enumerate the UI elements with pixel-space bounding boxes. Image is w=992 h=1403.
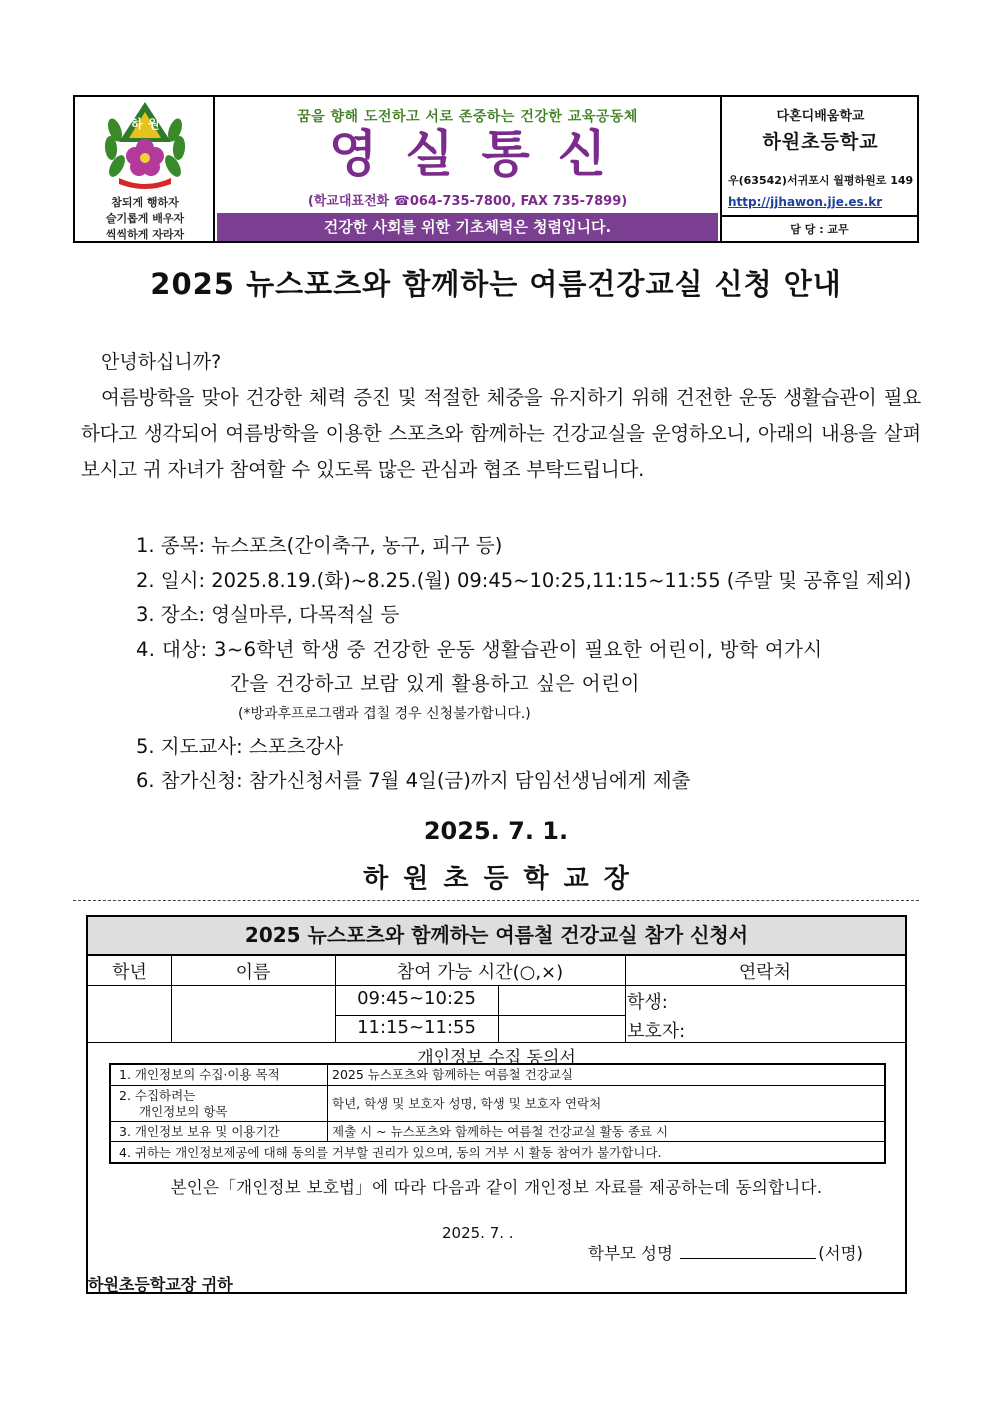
manager-label: 담 당 : 교무 [722,215,917,241]
consent-row-purpose [111,1065,884,1086]
student-contact-field[interactable]: 학생: [627,992,668,1013]
consent-label-line: 2. 수집하려는 [119,1088,196,1103]
school-info-panel [720,97,917,241]
svg-text:하: 하 [131,117,143,131]
consent-label [111,1086,328,1121]
school-logo-panel [75,97,215,241]
motto-line-1: 참되게 행하자 [111,196,179,209]
consent-value: 학년, 학생 및 보호자 성명, 학생 및 보호자 연락처 [332,1096,602,1111]
signature-suffix: (서명) [818,1244,863,1263]
slogan: 꿈을 향해 도전하고 서로 존중하는 건강한 교육공동체 [297,109,638,125]
greeting: 안녕하십니까? [101,351,222,373]
consent-label: 3. 개인정보 보유 및 이용기간 [111,1122,328,1141]
consent-table [109,1063,886,1164]
intro-paragraph: 여름방학을 맞아 건강한 체력 증진 및 적절한 체중을 유지하기 위해 건전한 운동 생활습관이 필요하다고 생각되어 여름방학을 이용한 스포츠와 함께하는 건강교실을 운영하오니, 아래의 내용을 살펴보시고 귀 자녀가 참여할 수 있도록 많은 관심과 협조 부탁드립니다. [81,386,921,481]
principal-signature: 하원초등학교장 [363,864,644,894]
info-item-teacher: 5. 지도교사: 스포츠강사 [136,735,344,758]
time-slot-2-check[interactable] [499,1016,625,1042]
guardian-contact-field[interactable]: 보호자: [627,1021,686,1042]
signature-label: 학부모 성명 [588,1244,673,1263]
time-slot-2: 11:15~11:55 [357,1017,476,1038]
school-program: 다혼디배움학교 [776,109,865,124]
publish-date: 2025. 7. 1. [423,817,569,845]
info-item-schedule: 2. 일시: 2025.8.19.(화)~8.25.(월) 09:45~10:25,11:15~11:55 (주말 및 공휴일 제외) [136,569,912,592]
school-name: 하원초등학교 [762,131,879,153]
integrity-banner: 건강한 사회를 위한 기초체력은 청렴입니다. [217,213,718,241]
consent-row-period [111,1122,884,1142]
consent-label: 1. 개인정보의 수집·이용 목적 [111,1065,328,1085]
header-time: 참여 가능 시간(○,×) [396,962,564,983]
consent-value: 제출 시 ~ 뉴스포츠와 함께하는 여름철 건강교실 활동 종료 시 [332,1124,669,1139]
info-item-place: 3. 장소: 영실마루, 다목적실 등 [136,603,400,626]
homepage-link[interactable]: http://jjhawon.jje.es.kr [728,195,883,209]
school-address: 우(63542)서귀포시 월평하원로 149 [728,174,914,187]
motto-line-3: 씩씩하게 자라자 [105,228,185,241]
consent-row-items [111,1086,884,1122]
grade-input[interactable] [89,986,171,1042]
header-grade: 학년 [112,962,147,983]
motto-line-2: 슬기롭게 배우자 [105,212,185,225]
consent-refusal-note: 4. 귀하는 개인정보제공에 대해 동의를 거부할 권리가 있으며, 동의 거부 시 활동 참여가 불가합니다. [119,1145,662,1160]
newsletter-title: 영실통신 [328,125,635,183]
info-note: (*방과후프로그램과 겹칠 경우 신청불가합니다.) [238,706,531,722]
signature-area [588,1240,863,1264]
info-item-target: 4. 대상: 3~6학년 학생 중 건강한 운동 생활습관이 필요한 어린이, 방학 여가시 [136,638,823,661]
info-item-event: 1. 종목: 뉴스포츠(간이축구, 농구, 피구 등) [136,534,503,557]
application-form [86,915,907,1294]
header-center [215,97,720,241]
consent-value: 2025 뉴스포츠와 함께하는 여름철 건강교실 [332,1067,573,1082]
svg-text:원: 원 [148,117,160,131]
newsletter-header [73,95,919,243]
consent-label-line: 개인정보의 항목 [139,1104,228,1119]
form-title: 2025 뉴스포츠와 함께하는 여름철 건강교실 참가 신청서 [88,917,905,956]
signature-field[interactable] [680,1244,816,1259]
document-title: 2025 뉴스포츠와 함께하는 여름건강교실 신청 안내 [150,267,842,301]
header-name: 이름 [235,962,271,983]
cut-line [73,900,919,901]
school-phone: (학교대표전화 ☎064-735-7800, FAX 735-7899) [307,194,628,209]
info-item-target-cont: 간을 건강하고 보람 있게 활용하고 싶은 어린이 [230,672,641,695]
time-slot-1: 09:45~10:25 [357,988,476,1009]
form-date: 2025. 7. . [442,1224,514,1242]
consent-heading: 개인정보 수집 동의서 [417,1048,576,1068]
form-addressee: 하원초등학교장 귀하 [88,1275,233,1294]
info-item-application: 6. 참가신청: 참가신청서를 7월 4일(금)까지 담임선생님에게 제출 [136,769,691,792]
consent-statement: 본인은「개인정보 보호법」에 따라 다음과 같이 개인정보 자료를 제공하는데 동의합니다. [170,1178,823,1197]
time-slot-1-check[interactable] [499,986,625,1015]
name-input[interactable] [172,986,335,1042]
school-emblem-icon [101,100,189,190]
header-contact: 연락처 [738,962,792,983]
